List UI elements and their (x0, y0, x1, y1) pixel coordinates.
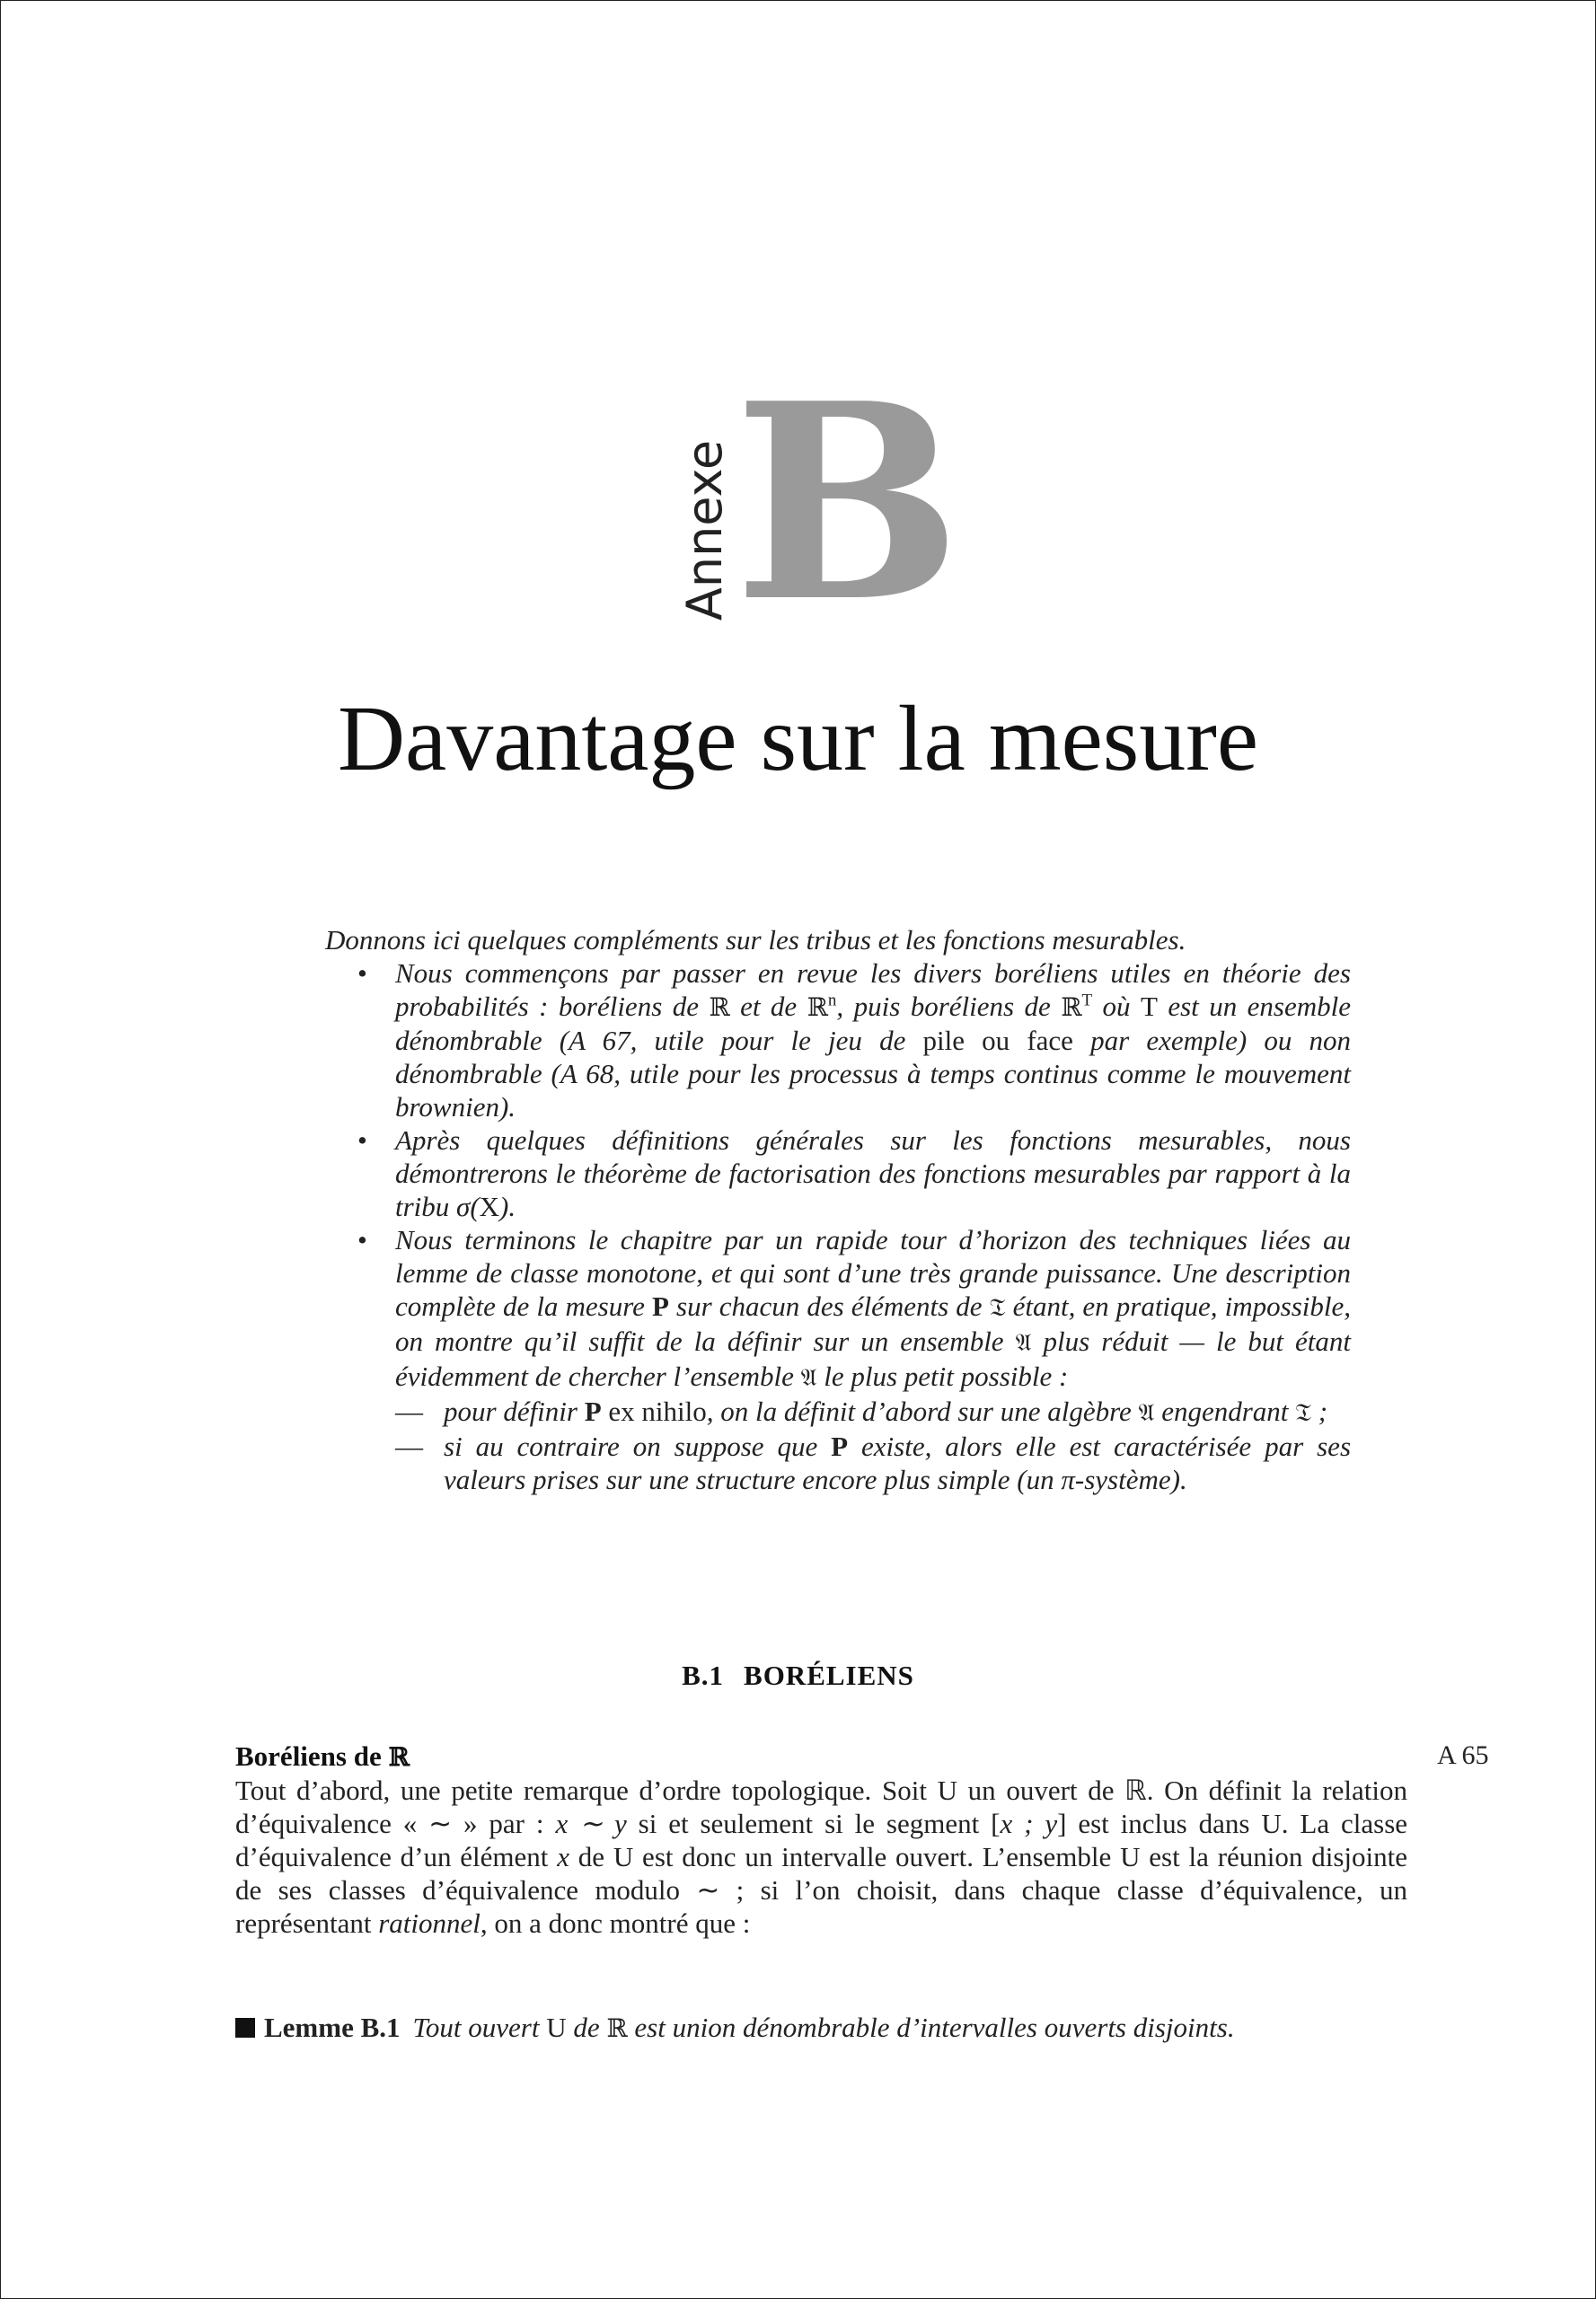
subsection-heading (235, 1740, 410, 1773)
text-run: Tout ouvert (412, 2012, 547, 2043)
cross-reference: A 67 (569, 1025, 630, 1056)
lemma-label: Lemme B.1 (264, 2012, 401, 2043)
dash-item-pi-systeme (395, 1430, 1351, 1496)
text-run: Nous terminons le chapitre par un rapide tour d’horizon des techniques liées au lemme de classe monotone, et qui sont d’une très grande puissance. Une description complète de la mesure (395, 1224, 1351, 1322)
text-run: le plus petit possible : (816, 1361, 1069, 1392)
text-run: de (566, 2012, 607, 2043)
text-run: ; (1311, 1396, 1328, 1427)
chapter-introduction (325, 923, 1351, 1496)
text-run: engendrant (1154, 1396, 1296, 1427)
text-run: est union dénombrable d’intervalles ouverts disjoints. (627, 2012, 1235, 2043)
chapter-letter: B (734, 344, 962, 661)
intro-list (325, 956, 1351, 1496)
math-symbol: 𝔗 (1295, 1399, 1312, 1427)
text-run: , on a donc montré que : (480, 1907, 751, 1939)
text-run: plus réduit — le but étant évidemment de chercher l’ensemble (395, 1326, 1351, 1392)
math-symbol: ℝ (606, 2013, 628, 2043)
text-run: est un ensemble dénombrable ( (395, 991, 1352, 1056)
cross-reference: A 68 (560, 1058, 614, 1089)
math-expression: x ; y (1000, 1808, 1058, 1839)
math-symbol: 𝔄 (800, 1364, 817, 1392)
math-symbol: 𝔄 (1138, 1399, 1155, 1427)
text-run: existe, alors elle est caractérisée par ses valeurs prises sur une structure encore plus simple (un π-système). (444, 1431, 1352, 1495)
text-run: pile ou face (922, 1025, 1073, 1056)
annexe-label-text: Annexe (676, 439, 734, 621)
math-symbol: 𝔄 (1015, 1329, 1032, 1357)
intro-lead: Donnons ici quelques compléments sur les tribus et les fonctions mesurables. (325, 924, 1186, 956)
section-title: BORÉLIENS (744, 1660, 914, 1691)
section-number: B.1 (682, 1660, 725, 1691)
text-run: , utile pour le jeu de (630, 1025, 923, 1056)
annexe-label (669, 422, 741, 638)
lemma-statement (235, 2011, 1412, 2045)
math-expression: x (557, 1841, 569, 1872)
text-run: par exemple) ou non dénombrable ( (395, 1025, 1352, 1089)
text-run: sur chacun des éléments de (668, 1290, 990, 1322)
math-symbol: ℝ (388, 1742, 410, 1772)
math-expression: x ∼ y (555, 1808, 627, 1839)
intro-dash-list (395, 1395, 1351, 1496)
intro-bullet-classe-monotone (325, 1223, 1351, 1496)
text-run: étant, en pratique, impossible, on montre qu’il suffit de la définir sur un ensemble (395, 1290, 1352, 1357)
text-run: , puis boréliens de (836, 991, 1062, 1022)
text-run: Tout d’abord, une petite remarque d’ordre topologique. Soit U un ouvert de ℝ. On définit la relation d’équivalence « ∼ » par : (235, 1775, 1407, 1839)
section-heading (0, 1660, 1596, 1692)
dash-item-ex-nihilo (395, 1395, 1351, 1430)
math-symbol: X (479, 1191, 500, 1222)
text-run: Nous commençons par passer en revue les divers boréliens utiles en théorie des probabilités : boréliens de (395, 957, 1351, 1022)
math-symbol: P (584, 1396, 602, 1427)
math-exponent: n (827, 991, 837, 1010)
math-symbol: U (546, 2012, 567, 2043)
chapter-title: Davantage sur la mesure (337, 687, 1259, 790)
math-symbol: P (651, 1290, 669, 1322)
text-run: et de (729, 991, 807, 1022)
math-symbol: ℝ (709, 992, 730, 1022)
text-run: si et seulement si le segment [ (626, 1808, 1001, 1839)
text-run: si au contraire on suppose que (444, 1431, 832, 1462)
math-symbol: 𝔗 (989, 1294, 1006, 1322)
margin-reference: A 65 (1437, 1740, 1489, 1770)
body-paragraph (235, 1774, 1407, 1940)
math-symbol: ℝ (1061, 992, 1082, 1022)
text-run: Après quelques définitions générales sur les fonctions mesurables, nous démontrerons le théorème de factorisation des fonctions mesurables par rapport à la tribu σ( (395, 1124, 1351, 1222)
math-symbol: T (1140, 991, 1158, 1022)
math-symbol: P (831, 1431, 849, 1462)
lemma-square-icon (235, 2018, 255, 2038)
subsection-title: Boréliens de (235, 1740, 389, 1772)
text-run: où (1092, 991, 1141, 1022)
emphasis: rationnel (378, 1907, 481, 1939)
text-run: ). (499, 1191, 516, 1222)
text-run: , on la définit d’abord sur une algèbre (706, 1396, 1139, 1427)
text-run: ex nihilo (601, 1396, 707, 1427)
text-run: ] est inclus dans U. La classe d’équivalence d’un élément (235, 1808, 1408, 1872)
intro-bullet-borel (325, 956, 1351, 1123)
chapter-heading (669, 344, 962, 661)
text-run: pour définir (444, 1396, 585, 1427)
math-symbol: ℝ (807, 992, 828, 1022)
math-exponent: T (1081, 991, 1093, 1010)
text-run: de U est donc un intervalle ouvert. L’ensemble U est la réunion disjointe de ses classes d’équivalence modulo ∼ ; si l’on choisit, dans chaque classe d’équivalence, un représentant (235, 1841, 1407, 1939)
intro-bullet-mesurables (325, 1123, 1351, 1223)
text-run: , utile pour les processus à temps continus comme le mouvement brownien). (395, 1058, 1351, 1123)
